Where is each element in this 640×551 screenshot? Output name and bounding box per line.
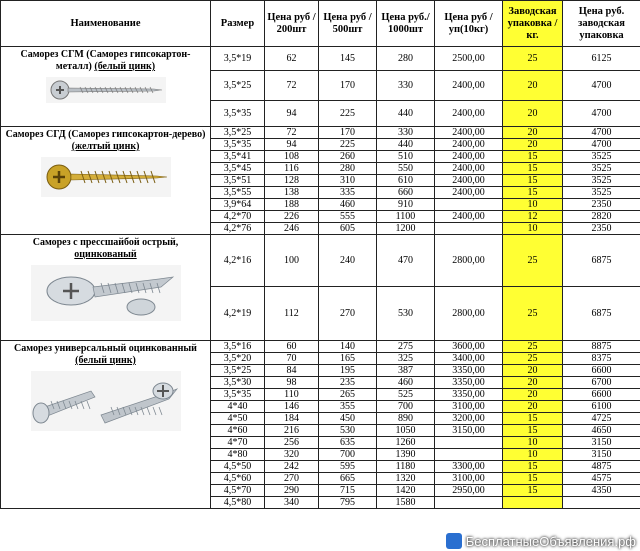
cell-p1000: 1260 [377,437,435,449]
cell-packprice: 4700 [563,127,640,139]
cell-p500: 460 [319,199,377,211]
cell-packprice [563,497,640,509]
cell-packprice: 4875 [563,461,640,473]
cell-packprice: 4700 [563,101,640,127]
cell-packprice: 2350 [563,199,640,211]
cell-size: 3,5*35 [211,389,265,401]
product-name: Саморез СГМ (Саморез гипсокартон-металл) [20,49,191,72]
cell-size: 3,9*64 [211,199,265,211]
cell-packprice: 4700 [563,71,640,101]
cell-size: 3,5*16 [211,341,265,353]
cell-pack: 15 [503,425,563,437]
cell-size: 4,5*80 [211,497,265,509]
cell-size: 3,5*55 [211,187,265,199]
cell-p10kg: 3100,00 [435,473,503,485]
cell-p10kg: 3100,00 [435,401,503,413]
table-row [1,127,640,139]
cell-p200: 84 [265,365,319,377]
cell-pack: 15 [503,473,563,485]
price-table-body [1,47,640,509]
cell-p10kg: 2400,00 [435,175,503,187]
cell-p1000: 1420 [377,485,435,497]
cell-size: 4*60 [211,425,265,437]
cell-size: 3,5*30 [211,377,265,389]
cell-p1000: 510 [377,151,435,163]
cell-p10kg: 2400,00 [435,127,503,139]
cell-packprice: 2350 [563,223,640,235]
cell-p500: 270 [319,287,377,341]
cell-p500: 605 [319,223,377,235]
cell-p200: 216 [265,425,319,437]
cell-p10kg [435,437,503,449]
cell-p500: 265 [319,389,377,401]
cell-p200: 100 [265,235,319,287]
cell-pack: 20 [503,127,563,139]
cell-p200: 116 [265,163,319,175]
product-image [3,371,208,431]
cell-packprice: 4650 [563,425,640,437]
cell-p500: 335 [319,187,377,199]
cell-p500: 555 [319,211,377,223]
cell-size: 4,2*16 [211,235,265,287]
cell-p500: 225 [319,139,377,151]
cell-p500: 355 [319,401,377,413]
cell-p200: 110 [265,389,319,401]
cell-p500: 235 [319,377,377,389]
cell-p1000: 280 [377,47,435,71]
cell-size: 4*50 [211,413,265,425]
cell-p1000: 530 [377,287,435,341]
cell-pack: 25 [503,47,563,71]
cell-p10kg: 2400,00 [435,187,503,199]
cell-packprice: 2820 [563,211,640,223]
cell-size: 4,5*70 [211,485,265,497]
cell-p500: 280 [319,163,377,175]
cell-size: 4*40 [211,401,265,413]
cell-size: 3,5*19 [211,47,265,71]
cell-p10kg: 2400,00 [435,139,503,151]
cell-packprice: 6125 [563,47,640,71]
cell-p1000: 325 [377,353,435,365]
cell-p500: 530 [319,425,377,437]
cell-p200: 242 [265,461,319,473]
cell-p200: 146 [265,401,319,413]
cell-p500: 310 [319,175,377,187]
cell-p1000: 460 [377,377,435,389]
cell-pack: 10 [503,199,563,211]
cell-p1000: 1390 [377,449,435,461]
cell-size: 3,5*35 [211,101,265,127]
cell-p500: 165 [319,353,377,365]
cell-p10kg: 2400,00 [435,211,503,223]
cell-size: 4,2*19 [211,287,265,341]
cell-p1000: 440 [377,139,435,151]
product-coating: оцинкованый [74,249,137,260]
cell-p500: 260 [319,151,377,163]
cell-p1000: 1200 [377,223,435,235]
cell-p10kg: 2800,00 [435,235,503,287]
cell-p1000: 440 [377,101,435,127]
cell-pack: 20 [503,71,563,101]
cell-pack: 25 [503,287,563,341]
cell-packprice: 8875 [563,341,640,353]
product-name-cell [1,235,211,341]
cell-p1000: 1180 [377,461,435,473]
cell-p1000: 700 [377,401,435,413]
press-washer-screw-zinc-icon [31,265,181,321]
cell-size: 3,5*20 [211,353,265,365]
cell-pack: 15 [503,485,563,497]
product-image [3,265,208,321]
cell-p1000: 550 [377,163,435,175]
cell-p200: 188 [265,199,319,211]
cell-size: 4,5*60 [211,473,265,485]
cell-pack: 25 [503,235,563,287]
cell-p1000: 470 [377,235,435,287]
cell-p500: 595 [319,461,377,473]
watermark-logo-icon [446,533,462,549]
cell-packprice: 6600 [563,389,640,401]
cell-size: 3,5*25 [211,365,265,377]
cell-p200: 256 [265,437,319,449]
cell-packprice: 3525 [563,151,640,163]
cell-packprice: 6600 [563,365,640,377]
cell-p200: 94 [265,139,319,151]
header-factory-pack: Заводская упаковка / кг. [503,1,563,47]
cell-packprice: 8375 [563,353,640,365]
cell-p500: 635 [319,437,377,449]
cell-p200: 138 [265,187,319,199]
product-image [3,77,208,103]
cell-p10kg [435,223,503,235]
watermark [446,533,636,549]
cell-p1000: 1100 [377,211,435,223]
cell-pack: 20 [503,377,563,389]
cell-pack: 10 [503,449,563,461]
cell-pack: 10 [503,223,563,235]
cell-p200: 290 [265,485,319,497]
cell-p10kg: 3350,00 [435,365,503,377]
cell-p1000: 1050 [377,425,435,437]
cell-p10kg [435,449,503,461]
cell-p200: 270 [265,473,319,485]
cell-pack: 15 [503,187,563,199]
cell-p1000: 330 [377,127,435,139]
cell-size: 4,2*76 [211,223,265,235]
cell-p1000: 1320 [377,473,435,485]
cell-p200: 128 [265,175,319,187]
cell-packprice: 6875 [563,235,640,287]
cell-packprice: 6700 [563,377,640,389]
product-coating: (белый цинк) [75,355,136,366]
cell-p10kg: 3400,00 [435,353,503,365]
cell-p500: 145 [319,47,377,71]
product-name-cell [1,47,211,127]
product-name: Саморез с прессшайбой острый, [32,237,179,248]
cell-p1000: 1580 [377,497,435,509]
watermark-text: БесплатныеОбъявления.рф [465,533,636,549]
cell-pack: 20 [503,401,563,413]
header-price-500: Цена руб / 500шт [319,1,377,47]
cell-p200: 184 [265,413,319,425]
cell-pack: 20 [503,101,563,127]
cell-p10kg [435,199,503,211]
cell-packprice: 6875 [563,287,640,341]
cell-p1000: 660 [377,187,435,199]
cell-p1000: 610 [377,175,435,187]
cell-p10kg: 2500,00 [435,47,503,71]
cell-p200: 98 [265,377,319,389]
cell-p200: 60 [265,341,319,353]
cell-pack: 20 [503,139,563,151]
cell-pack: 25 [503,341,563,353]
cell-p10kg: 3350,00 [435,377,503,389]
header-price-200: Цена руб / 200шт [265,1,319,47]
cell-p200: 340 [265,497,319,509]
table-row [1,47,640,71]
cell-p1000: 525 [377,389,435,401]
universal-screw-white-zinc-icon [31,371,181,431]
cell-packprice: 4350 [563,485,640,497]
product-name: Саморез СГД (Саморез гипсокартон-дерево) [5,129,206,140]
cell-p200: 70 [265,353,319,365]
cell-packprice: 3525 [563,187,640,199]
cell-packprice: 3525 [563,163,640,175]
product-name-cell [1,127,211,235]
product-image [3,157,208,197]
cell-p500: 195 [319,365,377,377]
cell-p200: 72 [265,127,319,139]
cell-p500: 700 [319,449,377,461]
cell-pack: 10 [503,437,563,449]
cell-p500: 715 [319,485,377,497]
cell-p10kg: 2800,00 [435,287,503,341]
header-factory-pack-price: Цена руб. заводская упаковка [563,1,640,47]
cell-p1000: 890 [377,413,435,425]
cell-p500: 665 [319,473,377,485]
cell-p200: 246 [265,223,319,235]
cell-p200: 94 [265,101,319,127]
cell-p10kg: 2400,00 [435,151,503,163]
cell-size: 3,5*51 [211,175,265,187]
cell-size: 3,5*41 [211,151,265,163]
header-name: Наименование [1,1,211,47]
cell-size: 3,5*25 [211,71,265,101]
product-name: Саморез универсальный оцинкованный [14,343,197,354]
cell-pack: 15 [503,151,563,163]
cell-size: 3,5*45 [211,163,265,175]
cell-p10kg: 3300,00 [435,461,503,473]
cell-p200: 320 [265,449,319,461]
cell-p10kg: 3600,00 [435,341,503,353]
product-name-cell [1,341,211,509]
cell-size: 3,5*35 [211,139,265,151]
cell-p10kg: 3150,00 [435,425,503,437]
cell-packprice: 6100 [563,401,640,413]
cell-size: 4*70 [211,437,265,449]
cell-packprice: 3525 [563,175,640,187]
cell-p500: 240 [319,235,377,287]
cell-p1000: 910 [377,199,435,211]
cell-packprice: 4725 [563,413,640,425]
cell-size: 4,5*50 [211,461,265,473]
cell-p10kg: 2950,00 [435,485,503,497]
cell-size: 4,2*70 [211,211,265,223]
cell-size: 3,5*25 [211,127,265,139]
cell-p10kg: 2400,00 [435,163,503,175]
cell-pack [503,497,563,509]
cell-p10kg: 2400,00 [435,71,503,101]
cell-pack: 15 [503,163,563,175]
cell-packprice: 4700 [563,139,640,151]
table-row [1,341,640,353]
cell-packprice: 3150 [563,437,640,449]
cell-pack: 25 [503,353,563,365]
drywall-wood-screw-yellow-zinc-icon [41,157,171,197]
cell-pack: 15 [503,413,563,425]
cell-p10kg: 3200,00 [435,413,503,425]
drywall-metal-screw-white-zinc-icon [46,77,166,103]
cell-p500: 140 [319,341,377,353]
cell-p10kg: 2400,00 [435,101,503,127]
product-coating: (белый цинк) [94,61,156,72]
cell-pack: 15 [503,461,563,473]
cell-packprice: 3150 [563,449,640,461]
cell-p10kg [435,497,503,509]
cell-p500: 170 [319,127,377,139]
header-size: Размер [211,1,265,47]
cell-p500: 450 [319,413,377,425]
cell-pack: 12 [503,211,563,223]
cell-p1000: 387 [377,365,435,377]
cell-size: 4*80 [211,449,265,461]
cell-p200: 62 [265,47,319,71]
header-price-10kg: Цена руб / уп(10кг) [435,1,503,47]
cell-p500: 225 [319,101,377,127]
header-price-1000: Цена руб./ 1000шт [377,1,435,47]
cell-p500: 170 [319,71,377,101]
cell-p200: 112 [265,287,319,341]
cell-p10kg: 3350,00 [435,389,503,401]
cell-p1000: 275 [377,341,435,353]
cell-p200: 72 [265,71,319,101]
cell-p200: 226 [265,211,319,223]
cell-p500: 795 [319,497,377,509]
product-coating: (желтый цинк) [71,141,140,152]
cell-pack: 15 [503,175,563,187]
cell-p1000: 330 [377,71,435,101]
cell-pack: 20 [503,389,563,401]
table-row [1,235,640,287]
cell-p200: 108 [265,151,319,163]
cell-packprice: 4575 [563,473,640,485]
cell-pack: 20 [503,365,563,377]
